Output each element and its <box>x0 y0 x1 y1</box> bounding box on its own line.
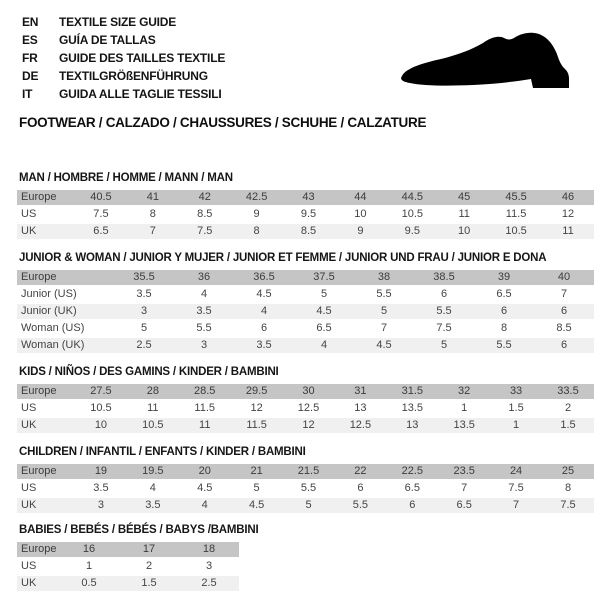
row-label: US <box>21 482 37 494</box>
size-cell: 4 <box>294 338 354 353</box>
row-label: Europe <box>17 190 75 205</box>
size-cell: 11 <box>147 402 159 414</box>
size-cell: 4.5 <box>294 304 354 319</box>
size-cell: 36.5 <box>234 270 294 285</box>
language-code: DE <box>22 69 39 83</box>
size-cell: 1 <box>490 418 542 433</box>
section-title-babies: BABIES / BEBÉS / BÉBÉS / BABYS /BAMBINI <box>19 524 259 536</box>
language-title: GUIDA ALLE TAGLIE TESSILI <box>59 87 222 101</box>
size-table-row <box>17 224 594 239</box>
size-cell: 3.5 <box>234 338 294 353</box>
size-table-row <box>17 464 594 479</box>
size-cell: 29.5 <box>231 384 283 399</box>
size-table-man <box>17 188 594 241</box>
size-cell: 5 <box>253 482 260 494</box>
size-cell: 6 <box>534 338 594 353</box>
size-cell: 21 <box>231 464 283 479</box>
row-label: UK <box>17 576 59 591</box>
size-cell: 10.5 <box>90 402 112 414</box>
section-title-junior-woman: JUNIOR & WOMAN / JUNIOR Y MUJER / JUNIOR ET FEMME / JUNIOR UND FRAU / JUNIOR E DONA <box>19 252 547 264</box>
size-cell: 5.5 <box>334 498 386 513</box>
size-cell: 7 <box>461 482 468 494</box>
size-cell: 4 <box>149 482 156 494</box>
size-cell: 18 <box>179 542 239 557</box>
size-table-children <box>17 462 594 515</box>
size-table-row <box>17 270 594 285</box>
size-cell: 1.5 <box>119 576 179 591</box>
size-cell: 38 <box>354 270 414 285</box>
size-cell: 33.5 <box>542 384 594 399</box>
size-cell: 20 <box>179 464 231 479</box>
size-cell: 42 <box>179 190 231 205</box>
row-label: Woman (UK) <box>17 338 114 353</box>
size-cell: 5 <box>320 288 328 300</box>
size-table-row <box>17 304 594 319</box>
size-cell: 4 <box>200 288 208 300</box>
size-cell: 11 <box>458 208 470 220</box>
size-cell: 40 <box>534 270 594 285</box>
size-cell: 5.5 <box>414 304 474 319</box>
size-cell: 36 <box>174 270 234 285</box>
size-cell: 28.5 <box>179 384 231 399</box>
size-cell: 45.5 <box>490 190 542 205</box>
size-table-babies <box>17 540 239 593</box>
section-title-kids: KIDS / NIÑOS / DES GAMINS / KINDER / BAMBINI <box>19 366 279 378</box>
size-cell: 7.5 <box>93 208 109 220</box>
size-cell: 5 <box>140 322 148 334</box>
size-cell: 3 <box>114 304 174 319</box>
size-cell: 11.5 <box>231 418 283 433</box>
size-cell: 3.5 <box>174 304 234 319</box>
size-cell: 3.5 <box>93 482 109 494</box>
language-code: IT <box>22 87 33 101</box>
category-title: FOOTWEAR / CALZADO / CHAUSSURES / SCHUHE / CALZATURE <box>19 115 427 130</box>
size-cell: 11.5 <box>194 402 216 414</box>
size-cell: 37.5 <box>294 270 354 285</box>
size-table-row <box>17 401 594 416</box>
size-cell: 4 <box>234 304 294 319</box>
size-cell: 4.5 <box>197 482 213 494</box>
size-table-row <box>17 384 594 399</box>
language-code: ES <box>22 33 38 47</box>
size-cell: 13 <box>386 418 438 433</box>
size-cell: 43 <box>283 190 335 205</box>
size-cell: 3 <box>205 560 213 572</box>
size-cell: 22 <box>334 464 386 479</box>
size-table-row <box>17 190 594 205</box>
size-cell: 12 <box>561 208 575 220</box>
size-cell: 2 <box>145 560 153 572</box>
size-cell: 4.5 <box>354 338 414 353</box>
row-label: US <box>21 560 37 572</box>
size-cell: 3.5 <box>127 498 179 513</box>
size-cell: 7 <box>127 224 179 239</box>
language-title: GUIDE DES TAILLES TEXTILE <box>59 51 226 65</box>
size-cell: 24 <box>490 464 542 479</box>
size-cell: 42.5 <box>231 190 283 205</box>
size-cell: 35.5 <box>114 270 174 285</box>
size-cell: 10.5 <box>127 418 179 433</box>
size-cell: 4.5 <box>256 288 272 300</box>
size-cell: 5.5 <box>376 288 392 300</box>
row-label: Woman (US) <box>21 322 85 334</box>
size-cell: 9.5 <box>300 208 317 220</box>
size-cell: 11 <box>179 418 231 433</box>
size-table-row <box>17 576 239 591</box>
size-cell: 10 <box>75 418 127 433</box>
size-cell: 7 <box>560 288 568 300</box>
size-cell: 3.5 <box>136 288 152 300</box>
size-cell: 6 <box>534 304 594 319</box>
size-cell: 23.5 <box>438 464 490 479</box>
row-label: US <box>21 208 37 220</box>
size-cell: 5.5 <box>474 338 534 353</box>
size-cell: 7 <box>380 322 388 334</box>
size-cell: 19.5 <box>127 464 179 479</box>
size-cell: 17 <box>119 542 179 557</box>
size-table-row <box>17 418 594 433</box>
size-cell: 33 <box>490 384 542 399</box>
size-cell: 7.5 <box>436 322 452 334</box>
size-cell: 7.5 <box>508 482 524 494</box>
size-cell: 7.5 <box>179 224 231 239</box>
size-cell: 8.5 <box>197 208 213 220</box>
size-cell: 28 <box>127 384 179 399</box>
size-cell: 21.5 <box>283 464 335 479</box>
size-cell: 8 <box>149 208 156 220</box>
size-cell: 1 <box>85 560 93 572</box>
size-cell: 9 <box>253 208 260 220</box>
size-cell: 5.5 <box>300 482 317 494</box>
size-table-row <box>17 321 594 336</box>
size-table-row <box>17 498 594 513</box>
size-cell: 2.5 <box>179 576 239 591</box>
language-title: GUÍA DE TALLAS <box>59 33 156 47</box>
size-cell: 7 <box>490 498 542 513</box>
size-cell: 1 <box>461 402 468 414</box>
size-cell: 25 <box>542 464 594 479</box>
size-cell: 30 <box>283 384 335 399</box>
size-cell: 12 <box>283 418 335 433</box>
size-cell: 6.5 <box>496 288 512 300</box>
size-cell: 10 <box>438 224 490 239</box>
size-table-row <box>17 559 239 574</box>
section-junior-woman <box>17 252 594 355</box>
size-cell: 6.5 <box>75 224 127 239</box>
size-cell: 9 <box>334 224 386 239</box>
size-cell: 7.5 <box>542 498 594 513</box>
language-title: TEXTILGRÖßENFÜHRUNG <box>59 69 208 83</box>
section-title-man: MAN / HOMBRE / HOMME / MANN / MAN <box>19 172 233 184</box>
size-cell: 6.5 <box>404 482 420 494</box>
size-cell: 10.5 <box>401 208 423 220</box>
size-cell: 32 <box>438 384 490 399</box>
size-cell: 9.5 <box>386 224 438 239</box>
size-table-row <box>17 542 239 557</box>
size-cell: 1.5 <box>542 418 594 433</box>
size-cell: 44.5 <box>386 190 438 205</box>
size-cell: 38.5 <box>414 270 474 285</box>
row-label: Junior (US) <box>21 288 77 300</box>
size-cell: 10 <box>354 208 367 220</box>
size-cell: 4.5 <box>231 498 283 513</box>
section-children <box>17 446 594 515</box>
size-cell: 6 <box>440 288 448 300</box>
size-cell: 6 <box>260 322 268 334</box>
size-table-row <box>17 207 594 222</box>
section-babies <box>17 524 594 593</box>
language-title: TEXTILE SIZE GUIDE <box>59 15 177 29</box>
size-table-junior-woman <box>17 268 594 355</box>
size-cell: 8 <box>500 322 508 334</box>
size-cell: 8 <box>231 224 283 239</box>
language-code: FR <box>22 51 38 65</box>
size-cell: 22.5 <box>386 464 438 479</box>
size-cell: 44 <box>334 190 386 205</box>
size-table-row <box>17 338 594 353</box>
size-cell: 2.5 <box>114 338 174 353</box>
size-cell: 13.5 <box>438 418 490 433</box>
shoe-icon <box>397 30 573 94</box>
size-cell: 4 <box>179 498 231 513</box>
size-cell: 6 <box>386 498 438 513</box>
size-cell: 8 <box>564 482 572 494</box>
size-cell: 12.5 <box>334 418 386 433</box>
row-label: Europe <box>17 384 75 399</box>
size-table-kids <box>17 382 594 435</box>
language-row-en <box>22 13 594 31</box>
size-cell: 31 <box>334 384 386 399</box>
size-cell: 2 <box>564 402 572 414</box>
section-man <box>17 172 594 241</box>
size-cell: 13.5 <box>401 402 423 414</box>
size-cell: 6.5 <box>438 498 490 513</box>
size-cell: 31.5 <box>386 384 438 399</box>
row-label: UK <box>17 224 75 239</box>
row-label: Junior (UK) <box>17 304 114 319</box>
size-cell: 11.5 <box>505 208 527 220</box>
size-cell: 45 <box>438 190 490 205</box>
size-cell: 6.5 <box>316 322 332 334</box>
size-table-row <box>17 481 594 496</box>
size-cell: 12.5 <box>297 402 320 414</box>
size-cell: 39 <box>474 270 534 285</box>
row-label: UK <box>17 418 75 433</box>
size-cell: 40.5 <box>75 190 127 205</box>
size-cell: 0.5 <box>59 576 119 591</box>
size-cell: 5 <box>414 338 474 353</box>
size-cell: 11 <box>542 224 594 239</box>
section-kids <box>17 366 594 435</box>
size-cell: 19 <box>75 464 127 479</box>
size-cell: 16 <box>59 542 119 557</box>
row-label: Europe <box>17 270 114 285</box>
size-cell: 1.5 <box>508 402 524 414</box>
row-label: US <box>21 402 37 414</box>
row-label: Europe <box>17 464 75 479</box>
size-cell: 10.5 <box>490 224 542 239</box>
language-code: EN <box>22 15 39 29</box>
size-cell: 3 <box>174 338 234 353</box>
size-cell: 27.5 <box>75 384 127 399</box>
size-cell: 5.5 <box>196 322 212 334</box>
row-label: UK <box>17 498 75 513</box>
size-cell: 8.5 <box>283 224 335 239</box>
size-cell: 12 <box>250 402 263 414</box>
size-cell: 13 <box>354 402 367 414</box>
size-cell: 3 <box>75 498 127 513</box>
size-cell: 6 <box>474 304 534 319</box>
size-cell: 5 <box>354 304 414 319</box>
size-cell: 5 <box>283 498 335 513</box>
size-cell: 46 <box>542 190 594 205</box>
size-cell: 8.5 <box>556 322 572 334</box>
row-label: Europe <box>17 542 59 557</box>
size-cell: 6 <box>357 482 364 494</box>
size-cell: 41 <box>127 190 179 205</box>
section-title-children: CHILDREN / INFANTIL / ENFANTS / KINDER / BAMBINI <box>19 446 306 458</box>
size-table-row <box>17 287 594 302</box>
